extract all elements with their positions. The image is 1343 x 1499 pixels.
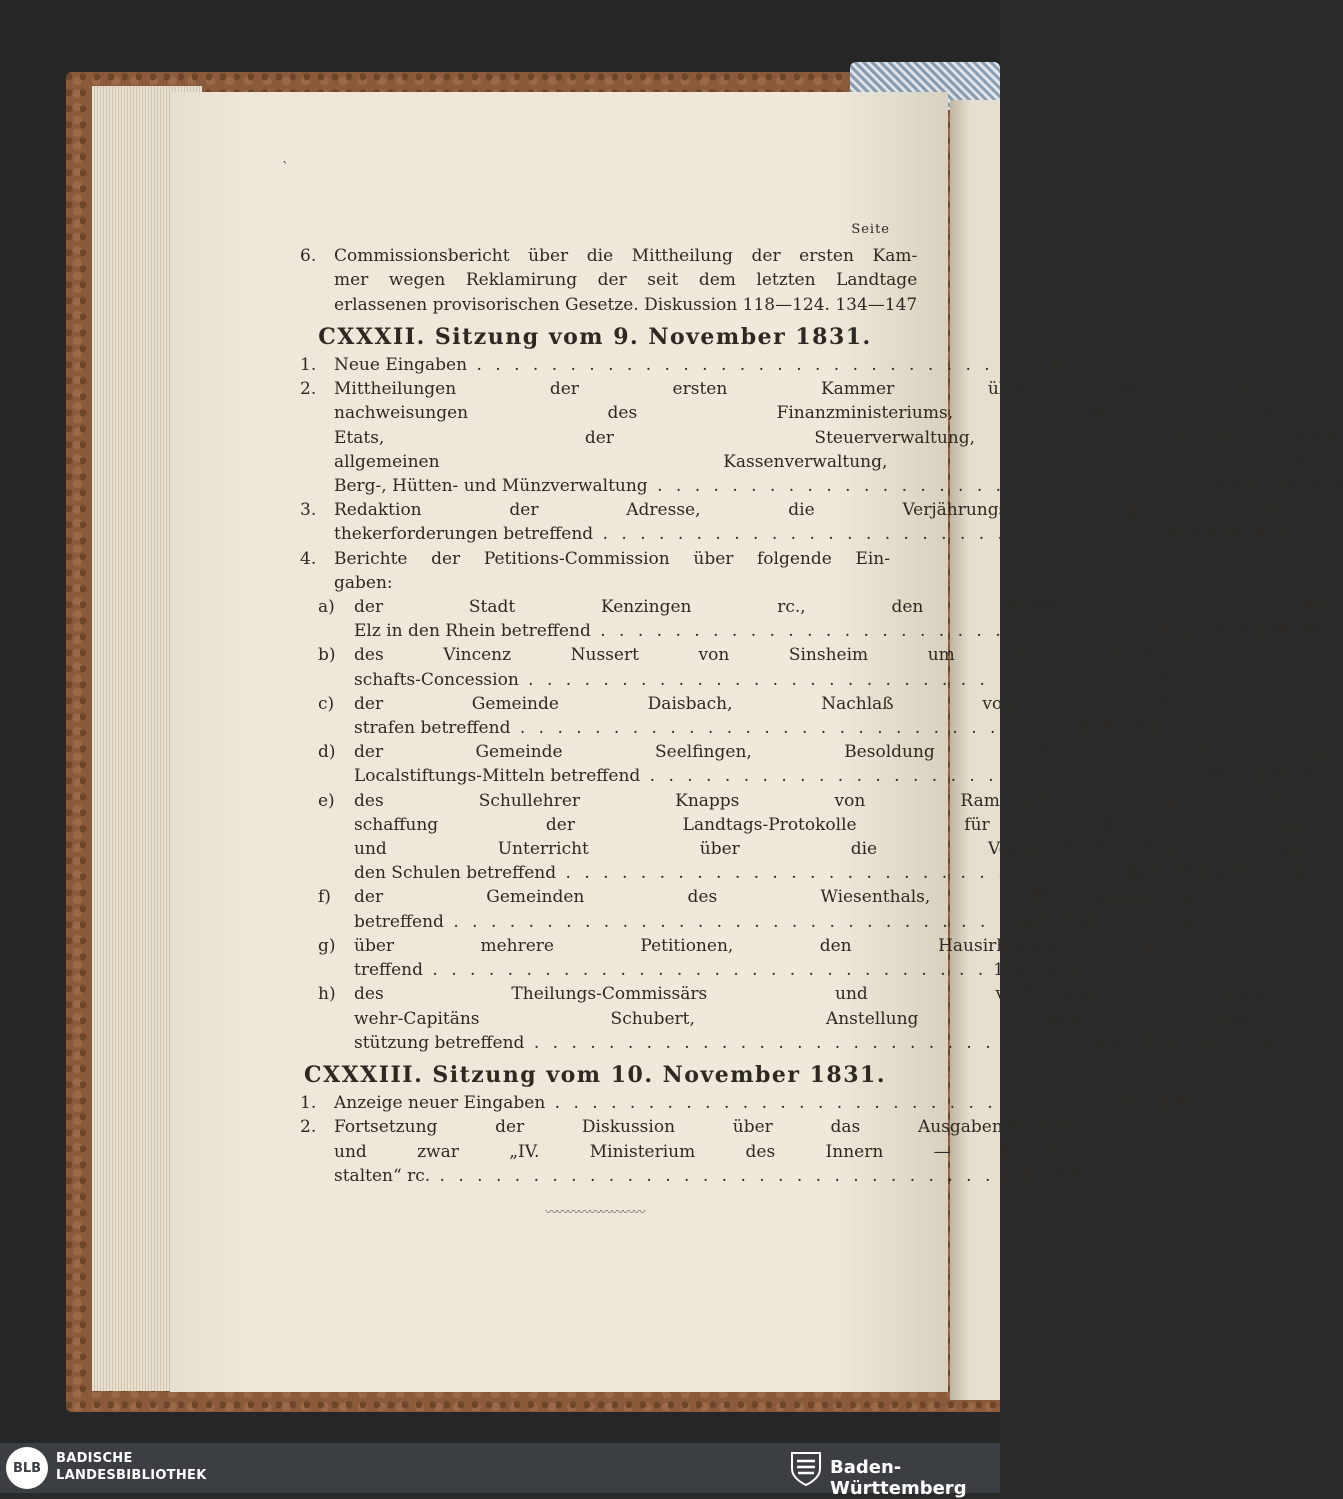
toc-item-lead: Elz in den Rhein betreffend . . . (354, 619, 1155, 643)
toc-item (300, 789, 1301, 886)
toc-item-line: über mehrere Petitionen, den Hausirhandel be- (354, 935, 1168, 956)
session-2-items (300, 1091, 1192, 1188)
toc-item-number: b) (318, 645, 336, 666)
toc-item-number: a) (318, 597, 335, 618)
toc-item-lastline (354, 716, 1200, 740)
toc-item-number: 1. (300, 355, 317, 376)
toc-item-pages: 149. 199. 200 (1163, 524, 1283, 545)
toc-item-body (334, 1115, 1076, 1188)
entry-body (334, 244, 917, 317)
toc-item-pages: 159. 204. 205 (1080, 718, 1200, 739)
toc-item-number: f) (318, 887, 331, 908)
toc-item-lead: stalten“ rc. . . . (334, 1164, 994, 1188)
toc-item (300, 643, 1165, 691)
toc-item (300, 885, 1189, 933)
toc-item-body (354, 740, 1329, 788)
petition-sub-items (300, 595, 1330, 1055)
toc-item-line: der Stadt Kenzingen rc., den Nothkanal aus der (354, 597, 1330, 618)
bw-crest-icon (790, 1449, 822, 1487)
toc-item-body (354, 885, 1189, 933)
toc-item-lastline (354, 861, 1301, 885)
session-title-2: CXXXIII. Sitzung vom 10. November 1831. (303, 1061, 887, 1088)
toc-item-number: 1. (300, 1093, 317, 1114)
toc-item-body (334, 1091, 1191, 1115)
toc-item-lead: treffend . . . (354, 958, 987, 982)
toc-item-body (334, 498, 1282, 546)
blb-name-line2: LANDESBIBLIOTHEK (56, 1468, 207, 1483)
footer-bar (0, 1443, 1000, 1499)
toc-item-number: h) (318, 984, 336, 1005)
entries-list (300, 244, 918, 317)
toc-item-number: g) (318, 935, 336, 956)
toc-item-number: 2. (300, 379, 317, 400)
toc-item-lastline (334, 353, 1070, 377)
toc-item-pages: 166—170. 210—213 (1014, 911, 1189, 932)
toc-item-lead: Anzeige neuer Eingaben . . . (334, 1091, 1110, 1115)
toc-item-lastline (354, 1031, 1269, 1055)
toc-item-body (334, 353, 1070, 377)
entry-line: mer wegen Reklamirung der seit dem letzten Landtage (334, 270, 918, 291)
page-text (300, 218, 1343, 1224)
session-title-1: CXXXII. Sitzung vom 9. November 1831. (318, 323, 872, 350)
blb-logo-icon[interactable]: BLB (6, 1447, 48, 1489)
toc-item-lead: betreffend . . . (354, 910, 1008, 934)
toc-item-line: der Gemeinde Daisbach, Nachlaß von Waldfrevel- (354, 693, 1200, 714)
toc-item-line: und Unterricht über die Verfassungs-Urkunde in (354, 839, 1301, 860)
toc-item-pages: 159. 205. 206 (1210, 766, 1330, 787)
toc-item-lastline (334, 474, 1343, 498)
toc-item-body (334, 547, 890, 595)
toc-item-pages: 188—193. 229—234 (1094, 1032, 1270, 1053)
toc-item-body (354, 982, 1269, 1055)
toc-item (300, 692, 1200, 740)
toc-item-line: Etats, der Steuerverwaltung, Salinenverwaltung, (334, 427, 1343, 448)
toc-item-lead: schafts-Concession . . . (354, 668, 1083, 692)
toc-item-lead: strafen betreffend . . . (354, 716, 1075, 740)
toc-item-line: und zwar „IV. Ministerium des Innern — Lehr-An- (334, 1141, 1077, 1162)
toc-item (300, 498, 1283, 546)
entry-number: 6. (300, 246, 317, 267)
toc-item-pages: 149. 194—199 (1217, 476, 1343, 497)
toc-item-number: 4. (300, 548, 317, 569)
stray-mark: ˋ (282, 160, 289, 176)
toc-item (300, 547, 890, 595)
toc-item-body (354, 789, 1301, 886)
toc-item-pages: 170—188. 213—228 (993, 960, 1168, 981)
toc-item-pages: 148 (1037, 355, 1070, 376)
toc-item-lastline (354, 958, 1168, 982)
toc-item-line: schaffung der Landtags-Protokolle für die Schulen (354, 814, 1301, 835)
toc-item (300, 595, 1330, 643)
toc-item-lastline (354, 764, 1329, 788)
toc-item-line: Fortsetzung der Diskussion über das Ausgaben-Budget, (334, 1117, 1077, 1138)
toc-item-pages: 152—159. 201. 202 (1161, 621, 1330, 642)
toc-item-pages: 159. 203 (1089, 669, 1165, 690)
toc-item-line: nachweisungen des Finanzministeriums, des Pensions- (334, 403, 1343, 424)
entry-line: Commissionsbericht über die Mittheilung der ersten Kam- (334, 246, 918, 267)
toc-item-pages: 236. 368 (1000, 1165, 1077, 1186)
toc-item-lead: Neue Eingaben . . . (334, 353, 1031, 377)
toc-item-number: c) (318, 693, 335, 714)
toc-item-lastline (354, 910, 1189, 934)
toc-item-body (334, 377, 1343, 498)
toc-item-line: des Vincenz Nussert von Sinsheim um eine Wirth- (354, 645, 1165, 666)
toc-item-number: 2. (300, 1117, 317, 1138)
toc-item-body (354, 934, 1168, 982)
bw-name[interactable]: Baden-Württemberg (830, 1457, 967, 1499)
toc-item-number: d) (318, 742, 336, 763)
toc-item-body (354, 643, 1165, 691)
blb-name[interactable] (56, 1450, 207, 1484)
toc-item-line: gaben: (334, 572, 393, 593)
toc-item-lastline (354, 668, 1165, 692)
toc-item (300, 1091, 1192, 1115)
entry-item (300, 244, 918, 317)
toc-item-lead: thekerforderungen betreffend . . . (334, 522, 1157, 546)
toc-item-number: 3. (300, 500, 317, 521)
seite-label: Seite (851, 222, 890, 237)
toc-item-lastline (334, 1164, 1076, 1188)
toc-item (300, 377, 1343, 498)
toc-item-lead: Localstiftungs-Mitteln betreffend . . . (354, 764, 1205, 788)
toc-item (300, 353, 1070, 377)
toc-item-body (354, 595, 1329, 643)
toc-item-lastline (334, 1091, 1191, 1115)
blb-name-line1: BADISCHE (56, 1451, 133, 1466)
toc-item-body (354, 692, 1200, 740)
session-1-items (300, 353, 1343, 595)
toc-item-lead: Berg-, Hütten- und Münzverwaltung . . . (334, 474, 1212, 498)
toc-item-line: allgemeinen Kassenverwaltung, Cameral-Domänen-, (334, 451, 1343, 472)
toc-item-number: e) (318, 790, 335, 811)
toc-item-line: der Gemeinden des Wiesenthals, Mattenwässerung (354, 887, 1189, 908)
toc-item-lastline (354, 619, 1329, 643)
toc-item-pages: 160—166. 206—209 (1126, 863, 1301, 884)
toc-item-line: Berichte der Petitions-Commission über folgende Ein- (334, 548, 890, 569)
toc-item-lead: stützung betreffend . . . (354, 1031, 1089, 1055)
toc-item-line: wehr-Capitäns Schubert, Anstellung und Unter- (354, 1008, 1270, 1029)
toc-item (300, 740, 1330, 788)
toc-item-lastline (334, 522, 1282, 546)
toc-item (300, 1115, 1077, 1188)
ornament-rule: 〰〰〰〰〰〰〰〰〰 (545, 1204, 645, 1219)
toc-item (300, 934, 1168, 982)
entry-line: erlassenen provisorischen Gesetze. Diskussion 118—124. 134—147 (334, 294, 918, 315)
toc-item-line: des Schullehrer Knapps von Ramsbach, die An- (354, 790, 1301, 811)
toc-item-line: Redaktion der Adresse, die Verjährungszeit der Apo- (334, 500, 1283, 521)
toc-item-line: der Gemeinde Seelfingen, Besoldung der Lehrer aus (354, 742, 1330, 763)
toc-item-lead: den Schulen betreffend . . . (354, 861, 1120, 885)
toc-item-pages: 235. 236 (1115, 1093, 1192, 1114)
toc-item (300, 982, 1270, 1055)
toc-item-line: Mittheilungen der ersten Kammer über die Rechnungs- (334, 379, 1343, 400)
toc-item-line: des Theilungs-Commissärs und vormaligen Land- (354, 984, 1270, 1005)
